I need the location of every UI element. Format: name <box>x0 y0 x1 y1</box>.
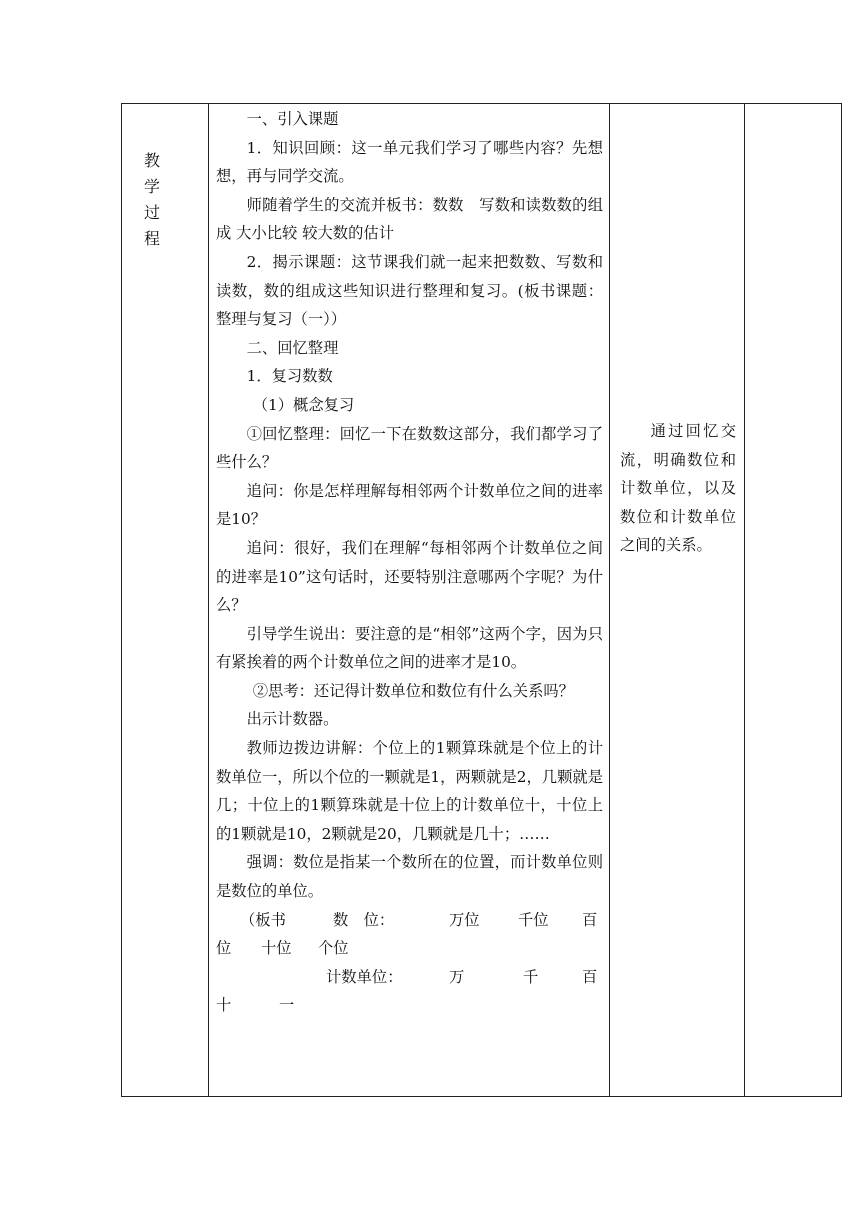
board-item: 十 <box>216 995 232 1014</box>
empty-cell <box>745 104 842 1097</box>
board-item: 万 <box>449 967 465 986</box>
board-lead: （板书 <box>240 910 286 929</box>
board-item: 个位 <box>318 938 349 957</box>
board-item: 千 <box>523 967 539 986</box>
lesson-plan-table <box>121 103 842 1097</box>
paragraph: 师随着学生的交流并板书：数数 写数和读数数的组成 大小比较 较大数的估计 <box>216 195 603 243</box>
section-label-char: 学 <box>143 177 160 196</box>
board-label-counting-unit: 计数单位： <box>326 967 403 986</box>
board-item: 位 <box>216 938 232 957</box>
paragraph: 追问：很好，我们在理解“每相邻两个计数单位之间的进率是10”这句话时，还要特别注意哪两个字呢？为什么？ <box>216 538 603 615</box>
board-label-digit-place: 数 位： <box>333 910 395 929</box>
section-label-cell <box>122 104 209 1097</box>
board-item: 十位 <box>261 938 292 957</box>
paragraph: 强调：数位是指某一个数所在的位置，而计数单位则是数位的单位。 <box>216 853 603 901</box>
board-item: 百 <box>582 967 598 986</box>
board-writing-row1 <box>216 906 603 963</box>
teaching-content-cell <box>209 104 610 1097</box>
paragraph: 2．揭示课题：这节课我们就一起来把数数、写数和读数，数的组成这些知识进行整理和复习。(板书课题：整理与复习（一）） <box>216 252 603 329</box>
paragraph: ②思考：还记得计数单位和数位有什么关系吗？ <box>252 681 574 700</box>
section-label <box>122 104 182 252</box>
table-row <box>122 104 842 1097</box>
paragraph: 出示计数器。 <box>246 710 339 729</box>
board-item: 百 <box>582 910 598 929</box>
board-item: 万位 <box>449 910 480 929</box>
section-label-char: 过 <box>143 203 160 222</box>
board-writing-row2 <box>216 963 603 1020</box>
board-item: 一 <box>279 995 295 1014</box>
design-intent-text: 通过回忆交流，明确数位和计数单位，以及数位和计数单位之间的关系。 <box>620 422 736 555</box>
section-label-char: 程 <box>143 229 160 248</box>
paragraph: 1．复习数数 <box>246 367 333 386</box>
paragraph: 1．知识回顾：这一单元我们学习了哪些内容？先想想，再与同学交流。 <box>216 138 603 186</box>
design-intent-cell <box>610 104 745 1097</box>
paragraph: （1）概念复习 <box>252 395 355 414</box>
section-label-char: 教 <box>143 151 160 170</box>
teaching-content <box>209 104 609 1020</box>
heading-review: 二、回忆整理 <box>246 338 339 357</box>
heading-intro: 一、引入课题 <box>246 110 339 128</box>
paragraph: ①回忆整理：回忆一下在数数这部分，我们都学习了些什么？ <box>216 424 603 472</box>
paragraph: 引导学生说出：要注意的是“相邻”这两个字，因为只有紧挨着的两个计数单位之间的进率才是10。 <box>216 624 603 672</box>
board-item: 千位 <box>518 910 549 929</box>
paragraph: 教师边拨边讲解：个位上的1颗算珠就是个位上的计数单位一，所以个位的一颗就是1，两颗就是2，几颗就是几；十位上的1颗算珠就是十位上的计数单位十，十位上的1颗就是10，2颗就是20，几颗就是几十；…… <box>216 739 603 843</box>
design-intent <box>610 104 744 560</box>
paragraph: 追问：你是怎样理解每相邻两个计数单位之间的进率是10？ <box>216 481 603 529</box>
